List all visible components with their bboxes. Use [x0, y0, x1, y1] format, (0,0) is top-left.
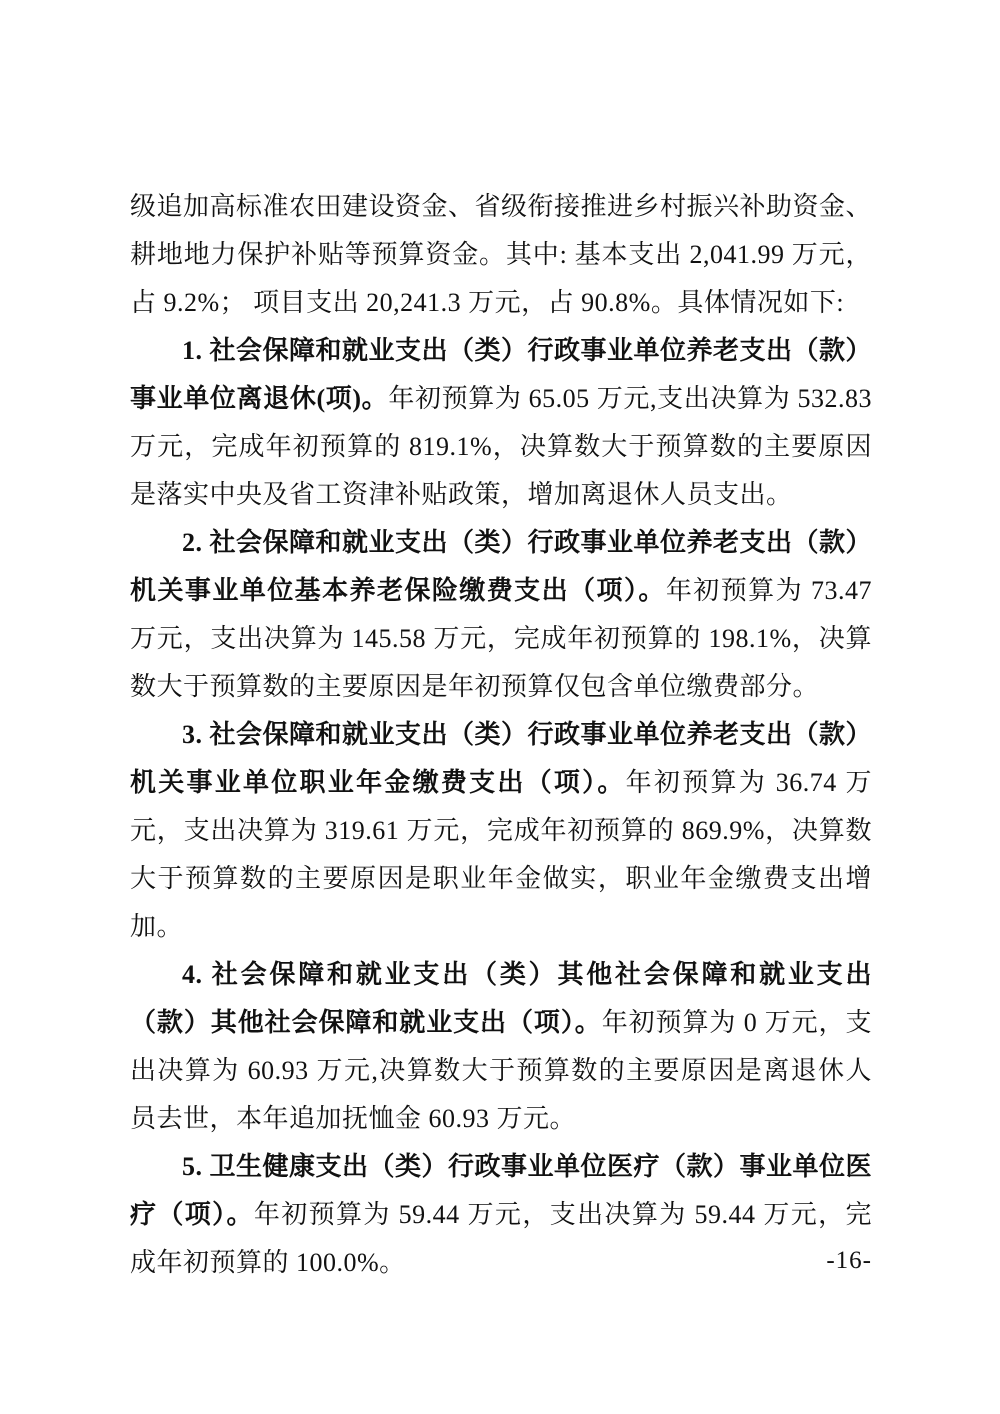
- page-number: -16-: [826, 1247, 872, 1274]
- paragraph-item-1-text: 年初预算为 65.05 万元,支出决算为 532.83 万元，完成年初预算的 819.1%，决算数大于预算数的主要原因是落实中央及省工资津补贴政策，增加离退休人员支出。: [130, 384, 872, 509]
- paragraph-item-5: [130, 1143, 872, 1287]
- paragraph-item-4-heading: 4. 社会保障和就业支出（类）其他社会保障和就业支出（款）其他社会保障和就业支出（项）。: [130, 960, 872, 1037]
- paragraph-item-4-text: 年初预算为 0 万元，支出决算为 60.93 万元,决算数大于预算数的主要原因是离退休人员去世，本年追加抚恤金 60.93 万元。: [130, 1008, 872, 1133]
- paragraph-item-3-heading: 3. 社会保障和就业支出（类）行政事业单位养老支出（款）机关事业单位职业年金缴费支出（项）。: [130, 720, 873, 797]
- paragraph-item-5-text: 年初预算为 59.44 万元，支出决算为 59.44 万元，完成年初预算的 100.0%。: [130, 1200, 872, 1277]
- paragraph-item-5-heading: 5. 卫生健康支出（类）行政事业单位医疗（款）事业单位医疗（项）。: [130, 1152, 873, 1229]
- paragraph-item-4: [130, 951, 872, 1143]
- paragraph-item-3: [130, 711, 872, 951]
- document-body: [130, 183, 872, 1287]
- paragraph-item-2-heading: 2. 社会保障和就业支出（类）行政事业单位养老支出（款）机关事业单位基本养老保险缴费支出（项）。: [130, 528, 873, 605]
- paragraph-item-2: [130, 519, 872, 711]
- paragraph-intro: [130, 183, 872, 327]
- paragraph-item-1-heading: 1. 社会保障和就业支出（类）行政事业单位养老支出（款）事业单位离退休(项)。: [130, 336, 873, 413]
- paragraph-item-3-text: 年初预算为 36.74 万元，支出决算为 319.61 万元，完成年初预算的 869.9%，决算数大于预算数的主要原因是职业年金做实，职业年金缴费支出增加。: [130, 768, 872, 941]
- paragraph-intro-text: 级追加高标准农田建设资金、省级衔接推进乡村振兴补助资金、耕地地力保护补贴等预算资金。其中: 基本支出 2,041.99 万元，占 9.2%； 项目支出 20,241.3 万元，占 90.8%。具体情况如下:: [130, 192, 873, 317]
- paragraph-item-2-text: 年初预算为 73.47 万元，支出决算为 145.58 万元，完成年初预算的 198.1%，决算数大于预算数的主要原因是年初预算仅包含单位缴费部分。: [130, 576, 872, 701]
- paragraph-item-1: [130, 327, 872, 519]
